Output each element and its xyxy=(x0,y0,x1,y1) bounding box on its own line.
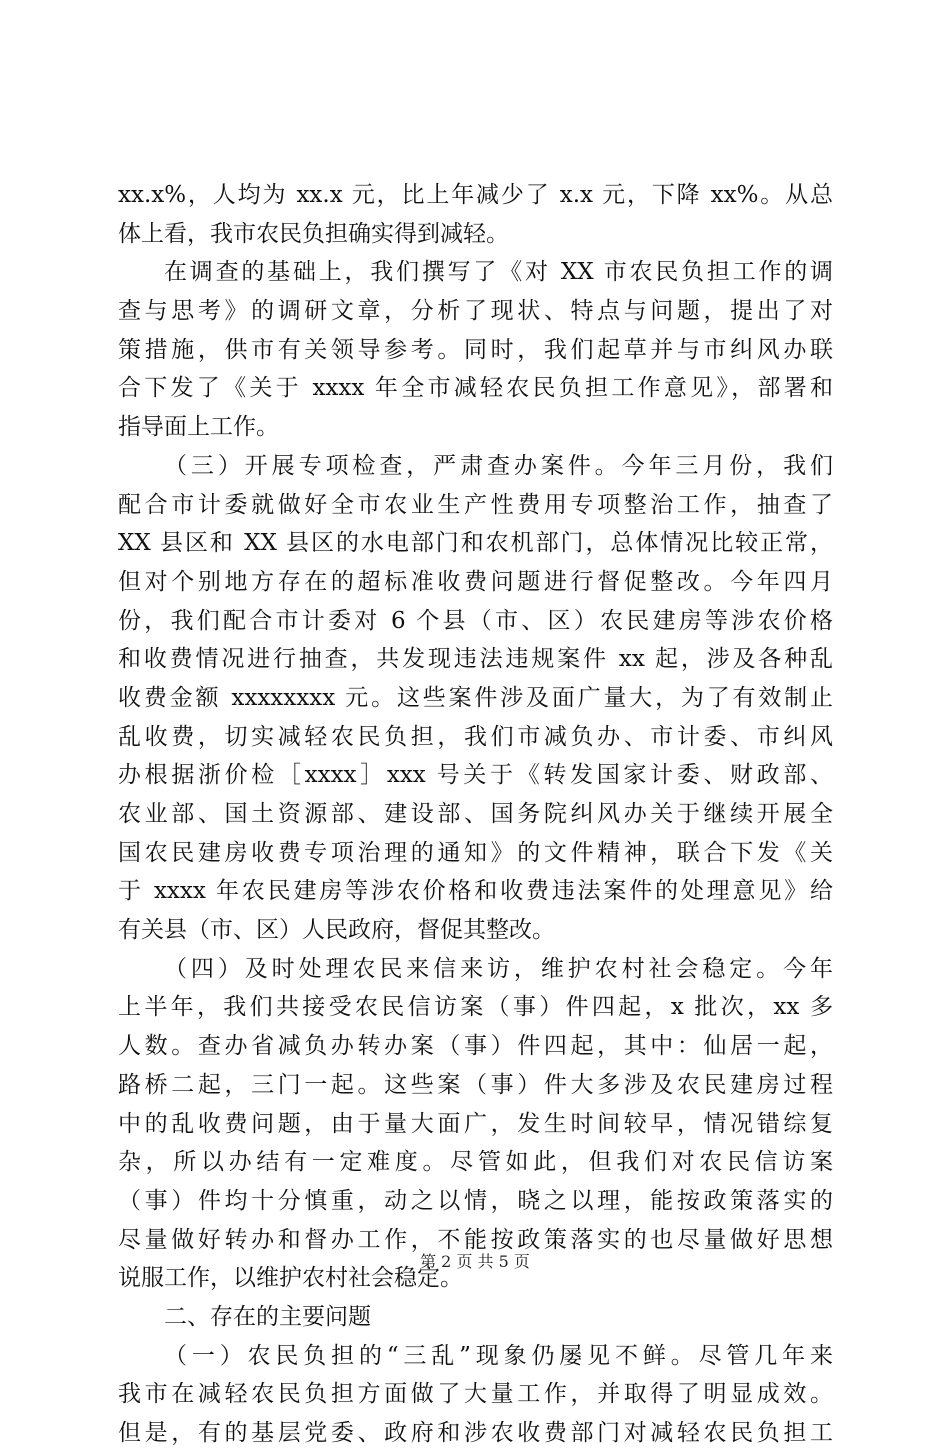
text-line: 份，我们配合市计委对 6 个县（市、区）农民建房等涉农价格 xyxy=(118,607,833,634)
text-line: xx.x%，人均为 xx.x 元，比上年减少了 x.x 元，下降 xx%。从总 xyxy=(118,182,833,208)
text-line: 但对个别地方存在的超标准收费问题进行督促整改。今年四月 xyxy=(118,568,833,595)
text-line: 二、存在的主要问题 xyxy=(164,1303,371,1330)
text-line: 我市在减轻农民负担方面做了大量工作，并取得了明显成效。 xyxy=(118,1381,833,1408)
text-line: 指导面上工作。 xyxy=(118,414,279,441)
text-line: 体上看，我市农民负担确实得到减轻。 xyxy=(118,220,509,247)
text-line: 国农民建房收费专项治理的通知》的文件精神，联合下发《关 xyxy=(118,839,833,866)
text-line: 但是，有的基层党委、政府和涉农收费部门对减轻农民负担工 xyxy=(118,1420,833,1446)
text-line: （一）农民负担的“三乱”现象仍屡见不鲜。尽管几年来 xyxy=(164,1342,833,1369)
text-line: 农业部、国土资源部、建设部、国务院纠风办关于继续开展全 xyxy=(118,801,833,827)
text-line: 路桥二起，三门一起。这些案（事）件大多涉及农民建房过程 xyxy=(118,1071,833,1098)
text-line: 人数。查办省减负办转办案（事）件四起，其中：仙居一起， xyxy=(118,1033,833,1060)
text-line: 查与思考》的调研文章，分析了现状、特点与问题，提出了对 xyxy=(118,298,833,325)
text-line: （四）及时处理农民来信来访，维护农村社会稳定。今年 xyxy=(164,955,833,982)
text-line: 收费金额 xxxxxxxx 元。这些案件涉及面广量大，为了有效制止 xyxy=(118,684,833,711)
text-line: 合下发了《关于 xxxx 年全市减轻农民负担工作意见》，部署和 xyxy=(118,375,833,402)
text-line: 中的乱收费问题，由于量大面广，发生时间较早，情况错综复 xyxy=(118,1110,833,1137)
text-line: 配合市计委就做好全市农业生产性费用专项整治工作，抽查了 xyxy=(118,491,833,518)
text-line: 杂，所以办结有一定难度。尽管如此，但我们对农民信访案 xyxy=(118,1149,833,1176)
text-line: 说服工作，以维护农村社会稳定。 xyxy=(118,1265,463,1292)
text-line: 于 xxxx 年农民建房等涉农价格和收费违法案件的处理意见》给 xyxy=(118,878,833,905)
text-line: 上半年，我们共接受农民信访案（事）件四起，x 批次，xx 多 xyxy=(118,994,833,1021)
text-line: （事）件均十分慎重，动之以情，晓之以理，能按政策落实的 xyxy=(118,1187,833,1214)
text-line: XX 县区和 XX 县区的水电部门和农机部门，总体情况比较正常， xyxy=(118,530,833,557)
text-line: 尽量做好转办和督办工作，不能按政策落实的也尽量做好思想 xyxy=(118,1226,833,1253)
text-line: 策措施，供市有关领导参考。同时，我们起草并与市纠风办联 xyxy=(118,336,833,363)
text-line: 有关县（市、区）人民政府，督促其整改。 xyxy=(118,917,555,944)
text-line: 在调查的基础上，我们撰写了《对 XX 市农民负担工作的调 xyxy=(164,259,833,286)
text-line: 乱收费，切实减轻农民负担，我们市减负办、市计委、市纠风 xyxy=(118,723,833,750)
page-number-footer: 第 2 页 共 5 页 xyxy=(420,1252,530,1271)
text-line: 和收费情况进行抽查，共发现违法违规案件 xx 起，涉及各种乱 xyxy=(118,646,833,673)
text-line: （三）开展专项检查，严肃查办案件。今年三月份，我们 xyxy=(164,452,833,479)
text-line: 办根据浙价检［xxxx］xxx 号关于《转发国家计委、财政部、 xyxy=(118,762,833,789)
